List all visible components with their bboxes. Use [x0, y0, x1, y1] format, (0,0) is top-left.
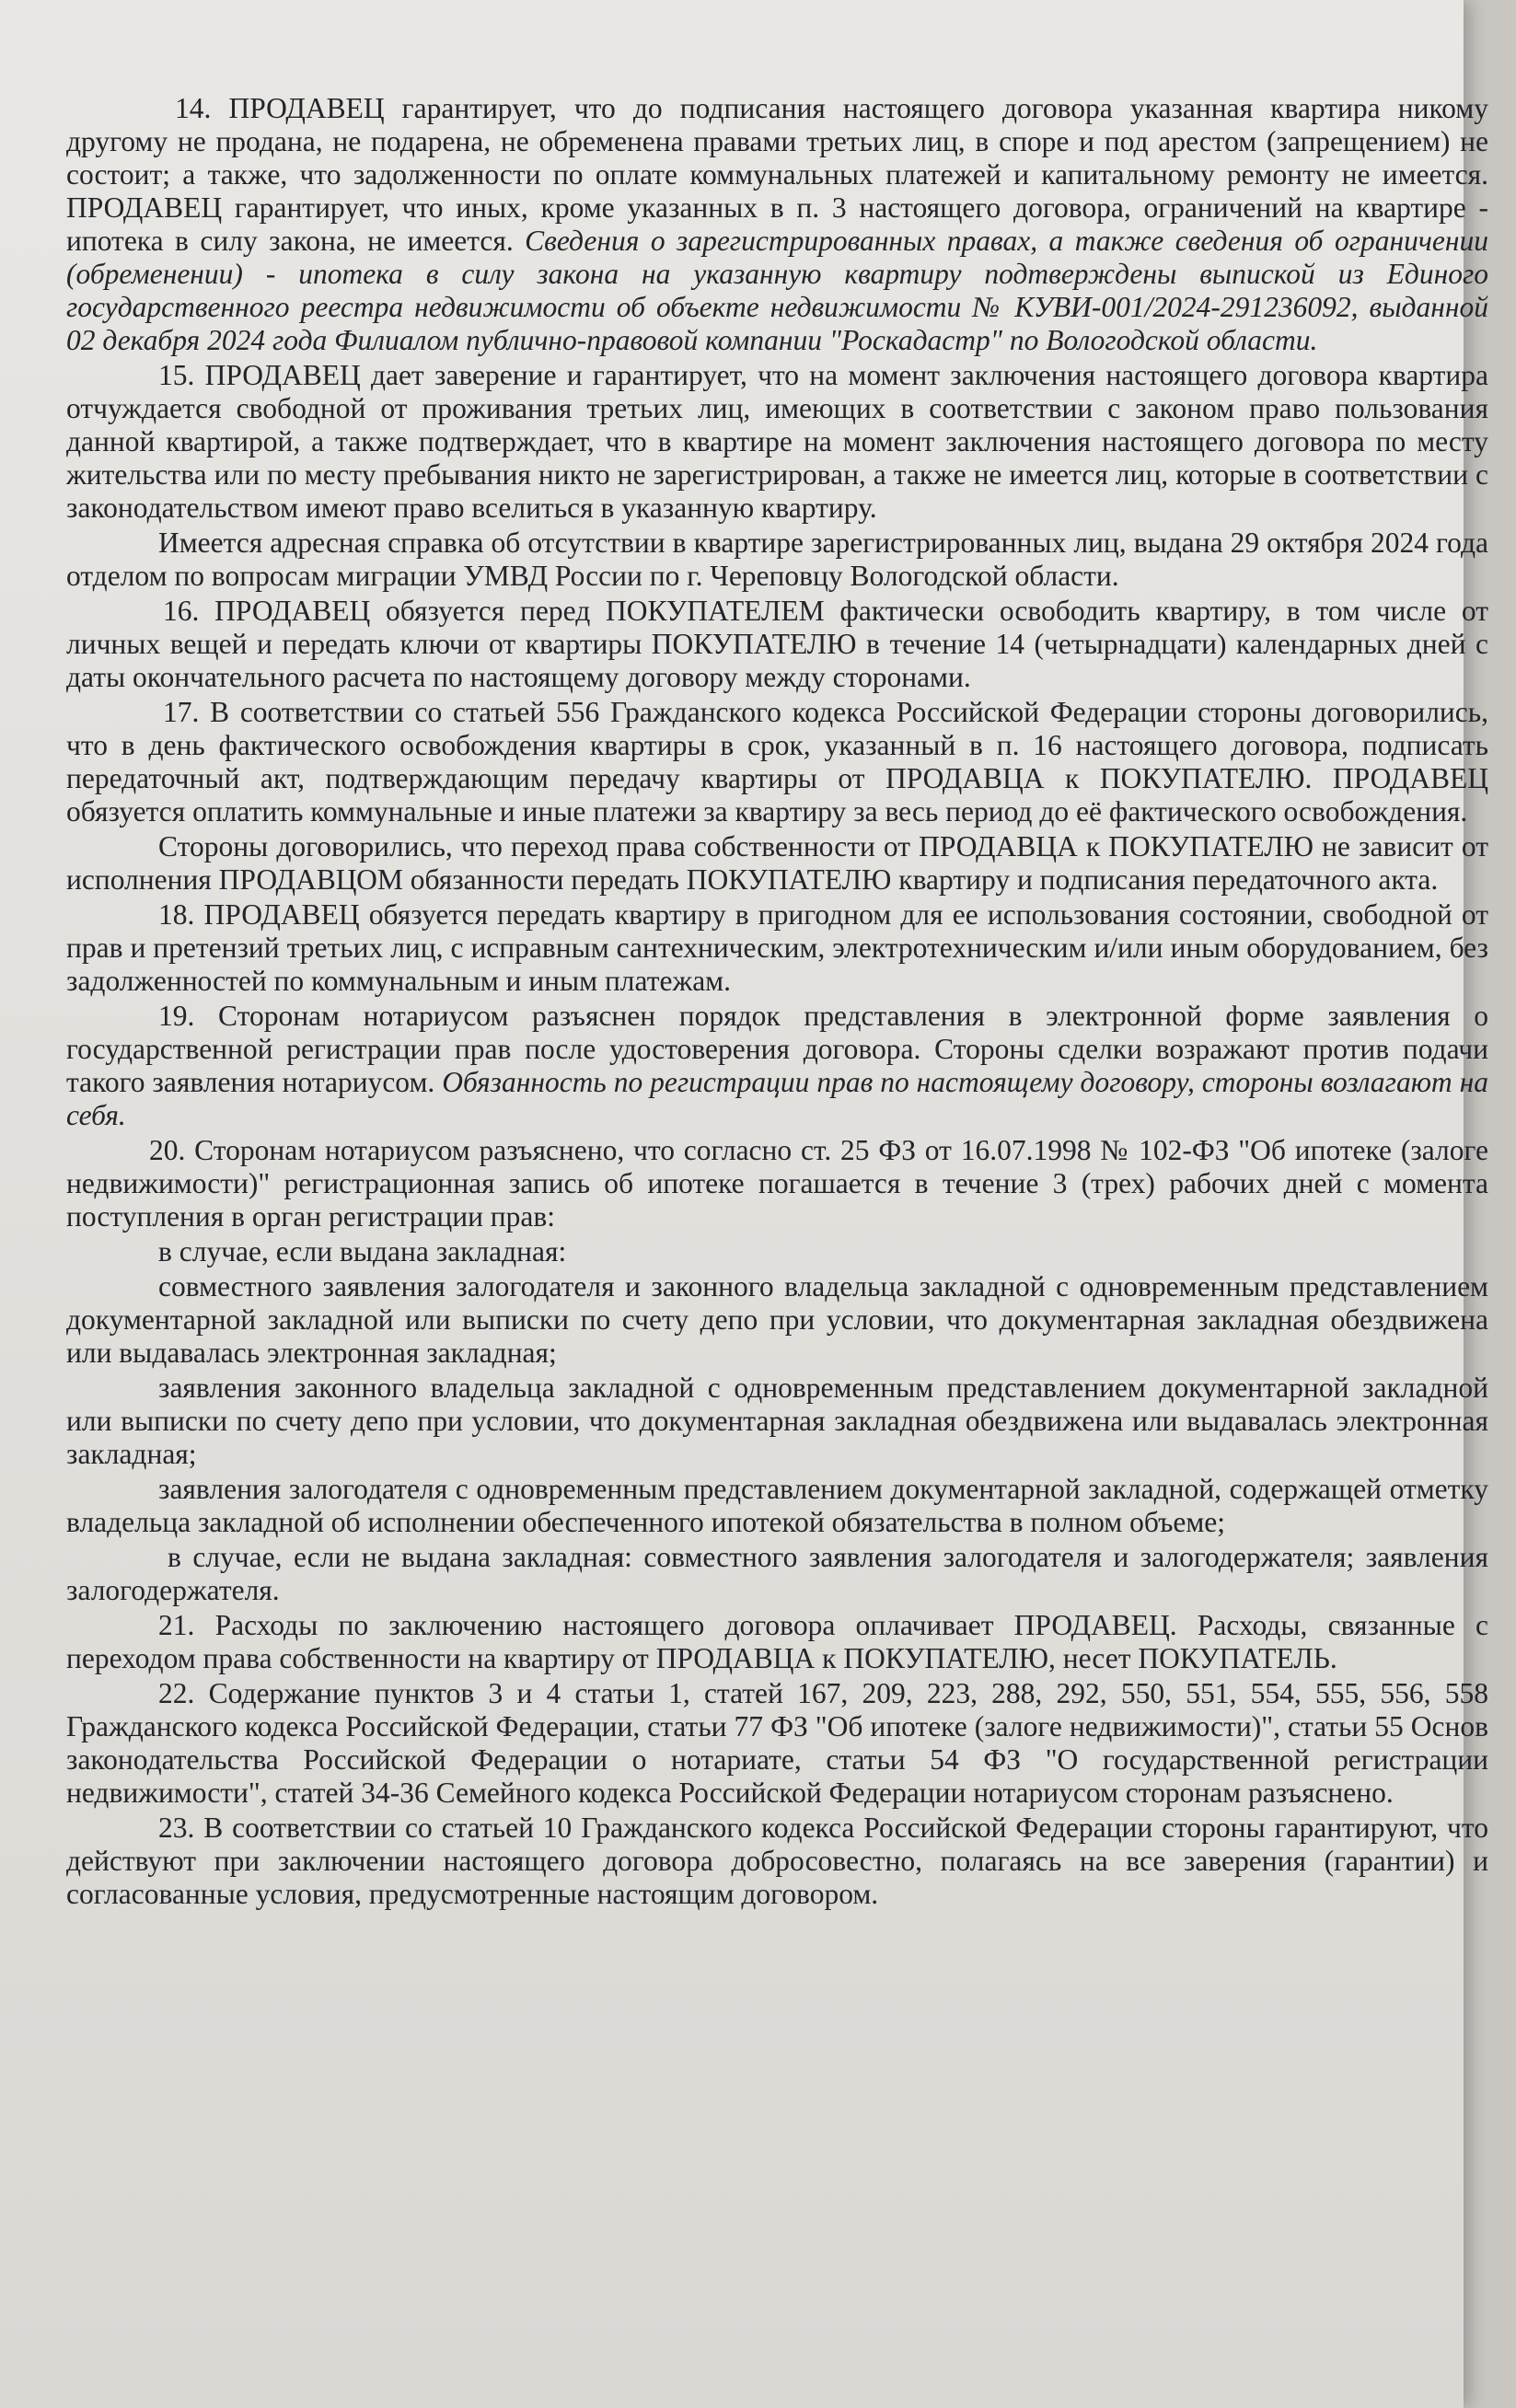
paragraph-p23: [66, 1812, 1488, 1911]
paragraph-p22: [66, 1677, 1488, 1810]
paragraph-text: 19. Сторонам нотариусом разъяснен порядок представления в электронной форме заявления о государственной регистрации прав после удостоверения договора. Стороны сделки возражают против подачи такого заявления нотариусом.: [66, 1000, 1488, 1098]
paragraph-p16: [66, 595, 1488, 694]
paragraph-p20a: [66, 1235, 1488, 1268]
paragraph-p18: [66, 898, 1488, 998]
paragraph-text: совместного заявления залогодателя и законного владельца закладной с одновременным представлением документарной закладной или выписки по счету депо при условии, что документарная закладная обездвижена или выдавалась электронная закладная;: [66, 1270, 1488, 1369]
paragraph-text: заявления законного владельца закладной с одновременным представлением документарной закладной или выписки по счету депо при условии, что документарная закладная обездвижена или выдавалась электронная закладная;: [66, 1372, 1488, 1470]
paragraph-text: 18. ПРОДАВЕЦ обязуется передать квартиру в пригодном для ее использования состоянии, свободной от прав и претензий третьих лиц, с исправным сантехническим, электротехническим и/или иным оборудованием, без задолженностей по коммунальным и иным платежам.: [66, 898, 1488, 997]
paragraph-text: Сведения о зарегистрированных правах, а также сведения об ограничении (обременении) - ипотека в силу закона на указанную квартиру подтверждены выпиской из Единого государственного реестра недвижимости об объекте недвижимости № КУВИ-001/2024-291236092, выданной 02 декабря 2024 года Филиалом публично-правовой компании "Роскадастр" по Вологодской области.: [66, 225, 1488, 356]
paragraph-text: 15. ПРОДАВЕЦ дает заверение и гарантирует, что на момент заключения настоящего договора квартира отчуждается свободной от проживания третьих лиц, имеющих в соответствии с законом право пользования данной квартирой, а также подтверждает, что в квартире на момент заключения настоящего договора по месту жительства или по месту пребывания никто не зарегистрирован, а также не имеется лиц, которые в соответствии с законодательством имеют право вселиться в указанную квартиру.: [66, 359, 1488, 524]
contract-text: [66, 92, 1488, 1913]
paragraph-p20b: [66, 1270, 1488, 1370]
paragraph-text: 20. Сторонам нотариусом разъяснено, что согласно ст. 25 ФЗ от 16.07.1998 № 102-ФЗ "Об ипотеке (залоге недвижимости)" регистрационная запись об ипотеке погашается в течение 3 (трех) рабочих дней с момента поступления в орган регистрации прав:: [66, 1134, 1488, 1233]
paragraph-text: 22. Содержание пунктов 3 и 4 статьи 1, статей 167, 209, 223, 288, 292, 550, 551, 554, 555, 556, 558 Гражданского кодекса Российской Федерации, статьи 77 ФЗ "Об ипотеке (залоге недвижимости)", статьи 55 Основ законодательства Российской Федерации о нотариате, статьи 54 ФЗ "О государственной регистрации недвижимости", статей 34-36 Семейного кодекса Российской Федерации нотариусом сторонам разъяснено.: [66, 1677, 1488, 1809]
paragraph-text: в случае, если не выдана закладная: совместного заявления залогодателя и залогодержателя; заявления залогодержателя.: [66, 1541, 1488, 1606]
paragraph-p20d: [66, 1473, 1488, 1539]
paragraph-p15: [66, 359, 1488, 525]
paragraph-p17b: [66, 830, 1488, 897]
paragraph-text: заявления залогодателя с одновременным представлением документарной закладной, содержащей отметку владельца закладной об исполнении обеспеченного ипотекой обязательства в полном объеме;: [66, 1473, 1488, 1538]
paragraph-text: Обязанность по регистрации прав по настоящему договору, стороны возлагают на себя.: [66, 1066, 1488, 1131]
paragraph-p20c: [66, 1372, 1488, 1471]
paragraph-p17: [66, 696, 1488, 828]
paragraph-text: в случае, если выдана закладная:: [158, 1235, 567, 1268]
paragraph-text: 21. Расходы по заключению настоящего договора оплачивает ПРОДАВЕЦ. Расходы, связанные с переходом права собственности на квартиру от ПРОДАВЦА к ПОКУПАТЕЛЮ, несет ПОКУПАТЕЛЬ.: [66, 1609, 1488, 1674]
paragraph-p15b: [66, 527, 1488, 593]
paragraph-text: 14. ПРОДАВЕЦ гарантирует, что до подписания настоящего договора указанная квартира никому другому не продана, не подарена, не обременена правами третьих лиц, в споре и под арестом (запрещением) не состоит; а также, что задолженности по оплате коммунальных платежей и капитальному ремонту не имеется. ПРОДАВЕЦ гарантирует, что иных, кроме указанных в п. 3 настоящего договора, ограничений на квартире - ипотека в силу закона, не имеется.: [66, 92, 1488, 257]
paragraph-text: 17. В соответствии со статьей 556 Гражданского кодекса Российской Федерации стороны договорились, что в день фактического освобождения квартиры в срок, указанный в п. 16 настоящего договора, подписать передаточный акт, подтверждающим передачу квартиры от ПРОДАВЦА к ПОКУПАТЕЛЮ. ПРОДАВЕЦ обязуется оплатить коммунальные и иные платежи за квартиру за весь период до её фактического освобождения.: [66, 696, 1488, 828]
paragraph-p20: [66, 1134, 1488, 1233]
paragraph-p20e: [66, 1541, 1488, 1607]
paragraph-text: 23. В соответствии со статьей 10 Гражданского кодекса Российской Федерации стороны гарантируют, что действуют при заключении настоящего договора добросовестно, полагаясь на все заверения (гарантии) и согласованные условия, предусмотренные настоящим договором.: [66, 1812, 1488, 1910]
paragraph-text: 16. ПРОДАВЕЦ обязуется перед ПОКУПАТЕЛЕМ фактически освободить квартиру, в том числе от личных вещей и передать ключи от квартиры ПОКУПАТЕЛЮ в течение 14 (четырнадцати) календарных дней с даты окончательного расчета по настоящему договору между сторонами.: [66, 595, 1488, 693]
paragraph-p19: [66, 1000, 1488, 1132]
paragraph-text: Имеется адресная справка об отсутствии в квартире зарегистрированных лиц, выдана 29 октября 2024 года отделом по вопросам миграции УМВД России по г. Череповцу Вологодской области.: [66, 527, 1488, 592]
paragraph-text: Стороны договорились, что переход права собственности от ПРОДАВЦА к ПОКУПАТЕЛЮ не зависит от исполнения ПРОДАВЦОМ обязанности передать ПОКУПАТЕЛЮ квартиру и подписания передаточного акта.: [66, 830, 1488, 896]
paragraph-p14: [66, 92, 1488, 357]
paragraph-p21: [66, 1609, 1488, 1675]
